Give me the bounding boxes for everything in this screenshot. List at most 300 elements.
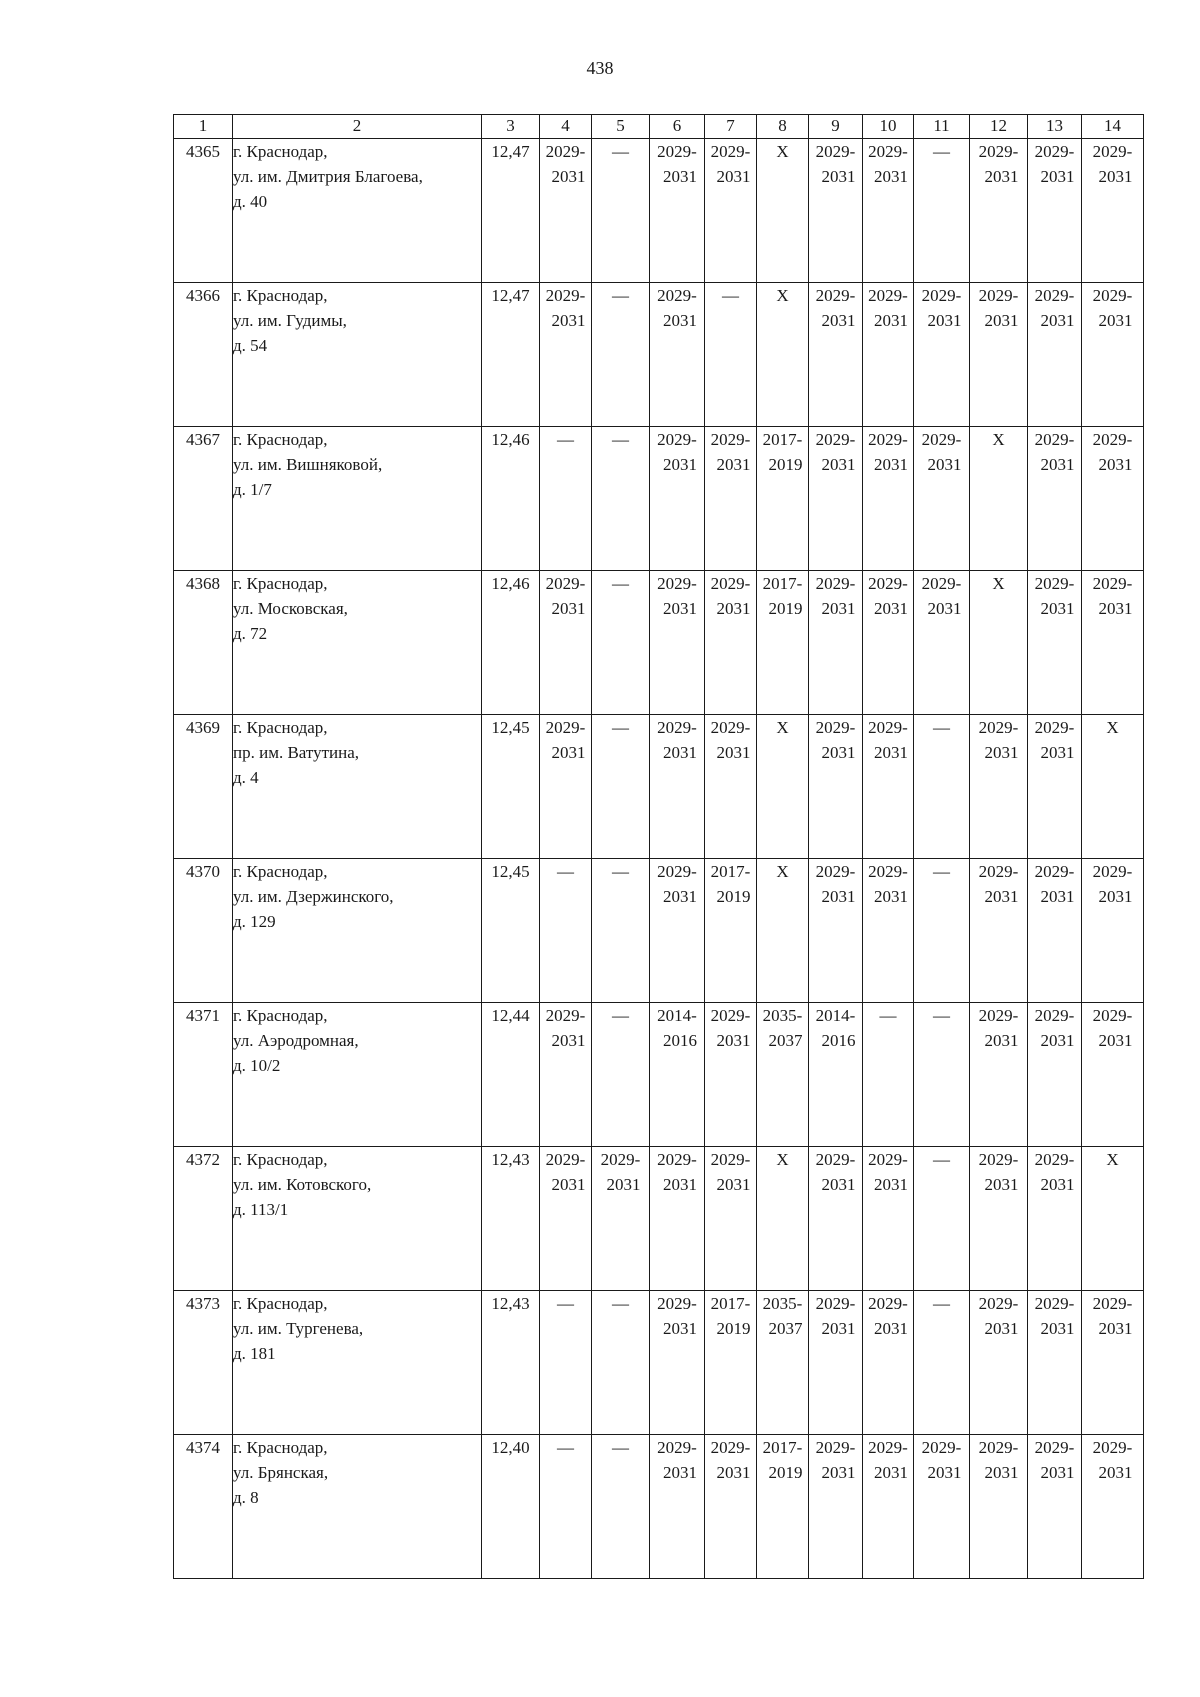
- period-start: 2029-: [815, 430, 856, 449]
- period-end: 2037: [768, 1031, 803, 1050]
- period-start: 2029-: [815, 574, 856, 593]
- address-line: г. Краснодар,: [233, 142, 328, 161]
- column-header: 12: [970, 115, 1028, 139]
- period-cell: [863, 1435, 914, 1579]
- period-start: 2029-: [710, 142, 751, 161]
- period-cell: X: [757, 283, 809, 427]
- period-end: 2031: [984, 1463, 1019, 1482]
- period-start: 2029-: [657, 574, 697, 593]
- period-start: 2014-: [657, 1006, 697, 1025]
- period-start: 2029-: [1034, 718, 1075, 737]
- period-end: 2019: [768, 599, 803, 618]
- registry-table: [173, 114, 1144, 1579]
- period-end: 2031: [821, 1319, 856, 1338]
- address-cell: [233, 427, 482, 571]
- period-start: 2029-: [1034, 1150, 1075, 1169]
- address-line: ул. Аэродромная,: [233, 1031, 359, 1050]
- period-start: 2029-: [1092, 1006, 1133, 1025]
- period-cell: [757, 1003, 809, 1147]
- period-end: 2031: [663, 167, 697, 186]
- period-cell: [540, 283, 592, 427]
- period-cell: [757, 571, 809, 715]
- period-start: 2029-: [657, 1294, 697, 1313]
- period-cell: [863, 1291, 914, 1435]
- period-cell: X: [1082, 715, 1144, 859]
- period-end: 2031: [874, 455, 908, 474]
- period-cell: [650, 859, 705, 1003]
- period-start: 2029-: [868, 1438, 908, 1457]
- period-end: 2031: [984, 311, 1019, 330]
- period-cell: —: [592, 139, 650, 283]
- period-cell: [1028, 283, 1082, 427]
- table-header: [174, 115, 1144, 139]
- period-cell: —: [592, 715, 650, 859]
- period-cell: [540, 571, 592, 715]
- period-start: 2029-: [978, 1006, 1019, 1025]
- address-line: г. Краснодар,: [233, 862, 328, 881]
- address-cell: [233, 139, 482, 283]
- column-header: 3: [482, 115, 540, 139]
- period-start: 2017-: [762, 574, 803, 593]
- period-end: 2031: [551, 599, 586, 618]
- period-start: 2029-: [710, 1438, 751, 1457]
- period-start: 2029-: [868, 430, 908, 449]
- period-cell: [1082, 1291, 1144, 1435]
- period-end: 2031: [821, 1175, 856, 1194]
- period-end: 2016: [821, 1031, 856, 1050]
- period-start: 2029-: [1034, 574, 1075, 593]
- row-number: 4366: [174, 283, 233, 427]
- period-cell: [705, 1435, 757, 1579]
- score-cell: 12,47: [482, 139, 540, 283]
- period-cell: [1028, 571, 1082, 715]
- period-start: 2014-: [815, 1006, 856, 1025]
- period-start: 2029-: [921, 286, 962, 305]
- address-line: д. 40: [233, 192, 268, 211]
- period-cell: X: [757, 715, 809, 859]
- period-start: 2029-: [710, 430, 751, 449]
- period-end: 2031: [821, 599, 856, 618]
- period-end: 2031: [984, 1031, 1019, 1050]
- period-end: 2031: [606, 1175, 641, 1194]
- period-start: 2017-: [762, 1438, 803, 1457]
- period-start: 2029-: [710, 1150, 751, 1169]
- column-header: 6: [650, 115, 705, 139]
- period-cell: —: [914, 715, 970, 859]
- period-cell: [650, 139, 705, 283]
- row-number: 4368: [174, 571, 233, 715]
- period-start: 2029-: [1092, 1294, 1133, 1313]
- period-start: 2029-: [815, 862, 856, 881]
- period-end: 2031: [874, 887, 908, 906]
- period-cell: [592, 1147, 650, 1291]
- period-cell: [540, 1003, 592, 1147]
- period-cell: [1082, 283, 1144, 427]
- table-row: [174, 283, 1144, 427]
- period-cell: X: [757, 139, 809, 283]
- period-start: 2029-: [815, 1294, 856, 1313]
- period-cell: —: [914, 1003, 970, 1147]
- table-row: [174, 1003, 1144, 1147]
- period-end: 2031: [1040, 1463, 1075, 1482]
- period-cell: —: [592, 283, 650, 427]
- period-cell: [863, 571, 914, 715]
- period-start: 2029-: [815, 718, 856, 737]
- period-cell: [705, 427, 757, 571]
- address-line: пр. им. Ватутина,: [233, 743, 360, 762]
- period-end: 2031: [984, 887, 1019, 906]
- period-cell: [863, 427, 914, 571]
- period-cell: [650, 1291, 705, 1435]
- period-cell: [809, 1147, 863, 1291]
- period-cell: —: [914, 139, 970, 283]
- period-end: 2031: [551, 1031, 586, 1050]
- score-cell: 12,40: [482, 1435, 540, 1579]
- period-end: 2031: [984, 1175, 1019, 1194]
- period-cell: [809, 859, 863, 1003]
- address-line: д. 10/2: [233, 1056, 281, 1075]
- address-line: г. Краснодар,: [233, 430, 328, 449]
- address-cell: [233, 1435, 482, 1579]
- period-end: 2031: [551, 743, 586, 762]
- period-start: 2029-: [600, 1150, 641, 1169]
- period-start: 2029-: [545, 1006, 586, 1025]
- row-number: 4373: [174, 1291, 233, 1435]
- period-start: 2029-: [1092, 1438, 1133, 1457]
- period-cell: [650, 571, 705, 715]
- period-cell: [863, 1147, 914, 1291]
- period-end: 2031: [874, 743, 908, 762]
- period-end: 2031: [716, 743, 751, 762]
- address-line: г. Краснодар,: [233, 1438, 328, 1457]
- address-cell: [233, 1147, 482, 1291]
- table-row: [174, 1435, 1144, 1579]
- period-cell: —: [540, 1435, 592, 1579]
- period-cell: [1028, 427, 1082, 571]
- period-start: 2029-: [1034, 430, 1075, 449]
- period-end: 2031: [663, 887, 697, 906]
- period-cell: [705, 1003, 757, 1147]
- address-cell: [233, 859, 482, 1003]
- period-cell: [863, 283, 914, 427]
- period-start: 2029-: [710, 718, 751, 737]
- period-end: 2031: [663, 1319, 697, 1338]
- address-line: ул. им. Дзержинского,: [233, 887, 394, 906]
- period-start: 2029-: [978, 286, 1019, 305]
- address-line: ул. им. Котовского,: [233, 1175, 372, 1194]
- period-cell: —: [540, 427, 592, 571]
- period-cell: [1082, 427, 1144, 571]
- period-end: 2031: [1098, 887, 1133, 906]
- period-cell: [970, 859, 1028, 1003]
- address-line: ул. им. Тургенева,: [233, 1319, 364, 1338]
- period-end: 2031: [984, 1319, 1019, 1338]
- score-cell: 12,43: [482, 1147, 540, 1291]
- period-start: 2029-: [815, 1438, 856, 1457]
- period-cell: [1082, 139, 1144, 283]
- period-cell: X: [757, 859, 809, 1003]
- address-cell: [233, 571, 482, 715]
- address-cell: [233, 283, 482, 427]
- period-cell: [1082, 571, 1144, 715]
- period-end: 2031: [1098, 167, 1133, 186]
- period-end: 2031: [874, 311, 908, 330]
- period-cell: —: [592, 1291, 650, 1435]
- period-cell: —: [592, 427, 650, 571]
- address-line: д. 8: [233, 1488, 259, 1507]
- period-cell: [1082, 1435, 1144, 1579]
- period-start: 2029-: [868, 286, 908, 305]
- period-end: 2031: [716, 1175, 751, 1194]
- period-cell: [970, 715, 1028, 859]
- period-end: 2019: [768, 1463, 803, 1482]
- period-cell: [650, 1003, 705, 1147]
- row-number: 4365: [174, 139, 233, 283]
- period-cell: [650, 1435, 705, 1579]
- column-header: 14: [1082, 115, 1144, 139]
- table-body: [174, 139, 1144, 1579]
- period-cell: X: [970, 427, 1028, 571]
- period-cell: X: [970, 571, 1028, 715]
- period-cell: [970, 283, 1028, 427]
- score-cell: 12,45: [482, 715, 540, 859]
- period-cell: X: [1082, 1147, 1144, 1291]
- period-end: 2031: [874, 1463, 908, 1482]
- address-line: г. Краснодар,: [233, 718, 328, 737]
- period-cell: X: [757, 1147, 809, 1291]
- address-line: г. Краснодар,: [233, 1294, 328, 1313]
- period-cell: —: [592, 1435, 650, 1579]
- period-cell: [1082, 859, 1144, 1003]
- period-cell: —: [914, 1291, 970, 1435]
- period-end: 2031: [716, 455, 751, 474]
- period-cell: [650, 427, 705, 571]
- period-start: 2035-: [762, 1006, 803, 1025]
- period-end: 2019: [716, 887, 751, 906]
- period-end: 2031: [874, 1319, 908, 1338]
- period-cell: [705, 571, 757, 715]
- period-end: 2031: [1040, 1175, 1075, 1194]
- period-cell: [757, 1435, 809, 1579]
- period-start: 2017-: [710, 1294, 751, 1313]
- period-end: 2031: [821, 167, 856, 186]
- period-cell: [705, 139, 757, 283]
- period-start: 2029-: [1092, 142, 1133, 161]
- period-cell: [540, 1147, 592, 1291]
- period-end: 2031: [1040, 1319, 1075, 1338]
- period-end: 2031: [821, 311, 856, 330]
- period-start: 2029-: [1092, 862, 1133, 881]
- period-cell: [1028, 1435, 1082, 1579]
- address-line: г. Краснодар,: [233, 286, 328, 305]
- table-row: [174, 1291, 1144, 1435]
- address-line: г. Краснодар,: [233, 574, 328, 593]
- period-start: 2029-: [1092, 574, 1133, 593]
- period-start: 2029-: [1034, 1438, 1075, 1457]
- table-row: [174, 571, 1144, 715]
- period-end: 2031: [663, 599, 697, 618]
- score-cell: 12,43: [482, 1291, 540, 1435]
- period-start: 2029-: [868, 142, 908, 161]
- period-end: 2031: [1040, 167, 1075, 186]
- period-cell: [757, 1291, 809, 1435]
- period-start: 2029-: [978, 718, 1019, 737]
- score-cell: 12,46: [482, 427, 540, 571]
- period-cell: [1028, 139, 1082, 283]
- period-end: 2031: [874, 1175, 908, 1194]
- period-end: 2031: [927, 455, 962, 474]
- period-cell: [1028, 1291, 1082, 1435]
- address-line: г. Краснодар,: [233, 1150, 328, 1169]
- address-cell: [233, 1291, 482, 1435]
- address-line: д. 4: [233, 768, 259, 787]
- period-cell: [705, 859, 757, 1003]
- period-end: 2031: [1098, 599, 1133, 618]
- period-cell: [650, 1147, 705, 1291]
- period-end: 2031: [663, 1463, 697, 1482]
- period-end: 2031: [1040, 599, 1075, 618]
- address-line: д. 129: [233, 912, 276, 931]
- period-cell: —: [540, 1291, 592, 1435]
- period-end: 2031: [716, 167, 751, 186]
- period-end: 2031: [874, 599, 908, 618]
- period-end: 2019: [768, 455, 803, 474]
- period-start: 2029-: [1092, 430, 1133, 449]
- period-start: 2029-: [710, 574, 751, 593]
- period-cell: [970, 1003, 1028, 1147]
- period-end: 2031: [551, 167, 586, 186]
- period-start: 2029-: [978, 862, 1019, 881]
- period-end: 2031: [1040, 455, 1075, 474]
- score-cell: 12,46: [482, 571, 540, 715]
- address-line: ул. им. Гудимы,: [233, 311, 347, 330]
- table-row: [174, 859, 1144, 1003]
- period-end: 2031: [1040, 311, 1075, 330]
- column-header: 8: [757, 115, 809, 139]
- period-end: 2019: [716, 1319, 751, 1338]
- period-cell: [757, 427, 809, 571]
- row-number: 4374: [174, 1435, 233, 1579]
- period-end: 2031: [716, 599, 751, 618]
- table-row: [174, 139, 1144, 283]
- period-cell: [650, 715, 705, 859]
- period-end: 2031: [821, 455, 856, 474]
- period-cell: [705, 1291, 757, 1435]
- period-start: 2035-: [762, 1294, 803, 1313]
- period-cell: [914, 427, 970, 571]
- period-start: 2029-: [815, 142, 856, 161]
- period-start: 2029-: [868, 718, 908, 737]
- period-end: 2031: [551, 311, 586, 330]
- period-start: 2029-: [1092, 286, 1133, 305]
- period-cell: [809, 715, 863, 859]
- period-start: 2029-: [815, 286, 856, 305]
- period-start: 2029-: [657, 718, 697, 737]
- table-row: [174, 1147, 1144, 1291]
- period-start: 2029-: [868, 862, 908, 881]
- period-start: 2029-: [978, 1438, 1019, 1457]
- period-end: 2031: [1040, 887, 1075, 906]
- period-start: 2029-: [978, 1294, 1019, 1313]
- row-number: 4369: [174, 715, 233, 859]
- period-cell: —: [540, 859, 592, 1003]
- period-start: 2029-: [868, 574, 908, 593]
- period-start: 2029-: [545, 574, 586, 593]
- address-line: д. 54: [233, 336, 268, 355]
- period-cell: [809, 1435, 863, 1579]
- period-cell: [970, 1147, 1028, 1291]
- period-end: 2037: [768, 1319, 803, 1338]
- period-end: 2031: [927, 1463, 962, 1482]
- score-cell: 12,44: [482, 1003, 540, 1147]
- address-line: д. 113/1: [233, 1200, 289, 1219]
- period-end: 2031: [1098, 455, 1133, 474]
- page-number: 438: [586, 58, 614, 78]
- period-cell: [1082, 1003, 1144, 1147]
- period-start: 2029-: [657, 1150, 697, 1169]
- column-header: 9: [809, 115, 863, 139]
- column-header: 2: [233, 115, 482, 139]
- period-cell: [809, 427, 863, 571]
- period-cell: [970, 1291, 1028, 1435]
- period-cell: [809, 1003, 863, 1147]
- period-cell: —: [705, 283, 757, 427]
- period-start: 2017-: [762, 430, 803, 449]
- period-start: 2029-: [921, 1438, 962, 1457]
- table-row: [174, 427, 1144, 571]
- header-row: [174, 115, 1144, 139]
- period-end: 2031: [821, 1463, 856, 1482]
- score-cell: 12,47: [482, 283, 540, 427]
- period-end: 2016: [663, 1031, 697, 1050]
- period-end: 2031: [663, 743, 697, 762]
- period-end: 2031: [927, 311, 962, 330]
- period-cell: [540, 139, 592, 283]
- period-cell: [863, 715, 914, 859]
- period-cell: —: [592, 859, 650, 1003]
- period-cell: [1028, 715, 1082, 859]
- period-start: 2029-: [657, 430, 697, 449]
- period-start: 2029-: [921, 574, 962, 593]
- period-cell: [540, 715, 592, 859]
- period-start: 2029-: [978, 1150, 1019, 1169]
- row-number: 4367: [174, 427, 233, 571]
- period-end: 2031: [1098, 1463, 1133, 1482]
- period-cell: [863, 859, 914, 1003]
- row-number: 4371: [174, 1003, 233, 1147]
- period-end: 2031: [874, 167, 908, 186]
- address-line: д. 72: [233, 624, 268, 643]
- period-start: 2029-: [545, 718, 586, 737]
- period-cell: [809, 1291, 863, 1435]
- period-end: 2031: [821, 887, 856, 906]
- period-start: 2029-: [815, 1150, 856, 1169]
- period-cell: [1028, 1003, 1082, 1147]
- period-end: 2031: [551, 1175, 586, 1194]
- period-start: 2029-: [1034, 1006, 1075, 1025]
- period-cell: [914, 1435, 970, 1579]
- period-start: 2029-: [921, 430, 962, 449]
- period-start: 2029-: [657, 1438, 697, 1457]
- row-number: 4370: [174, 859, 233, 1003]
- period-start: 2029-: [868, 1150, 908, 1169]
- address-line: д. 181: [233, 1344, 276, 1363]
- period-cell: [705, 1147, 757, 1291]
- period-cell: [1028, 859, 1082, 1003]
- period-cell: —: [914, 859, 970, 1003]
- period-end: 2031: [984, 167, 1019, 186]
- row-number: 4372: [174, 1147, 233, 1291]
